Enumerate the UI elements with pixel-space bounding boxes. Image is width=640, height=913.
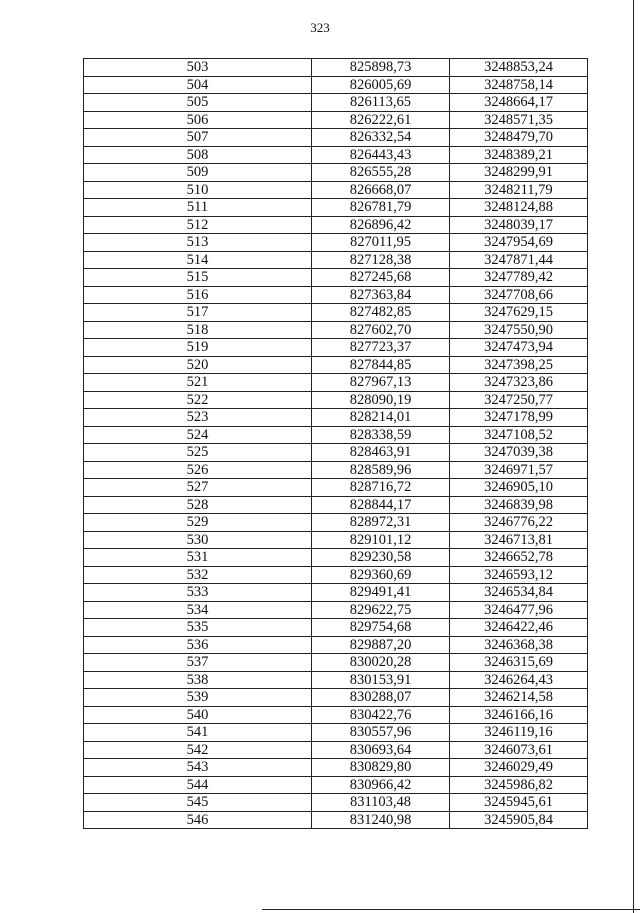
x-coordinate-cell: 826332,54 — [312, 129, 450, 147]
y-coordinate-cell: 3246315,69 — [450, 654, 588, 672]
table-row — [84, 129, 588, 147]
x-coordinate-cell: 830020,28 — [312, 654, 450, 672]
x-coordinate-cell: 827967,13 — [312, 374, 450, 392]
x-coordinate-cell: 829101,12 — [312, 531, 450, 549]
x-coordinate-cell: 825898,73 — [312, 59, 450, 77]
x-coordinate-cell: 826555,28 — [312, 164, 450, 182]
y-coordinate-cell: 3247398,25 — [450, 356, 588, 374]
table-row — [84, 514, 588, 532]
x-coordinate-cell: 827482,85 — [312, 304, 450, 322]
x-coordinate-cell: 827245,68 — [312, 269, 450, 287]
point-number-cell: 522 — [84, 391, 312, 409]
point-number-cell: 526 — [84, 461, 312, 479]
x-coordinate-cell: 827723,37 — [312, 339, 450, 357]
x-coordinate-cell: 826781,79 — [312, 199, 450, 217]
table-row — [84, 286, 588, 304]
y-coordinate-cell: 3248664,17 — [450, 94, 588, 112]
y-coordinate-cell: 3248389,21 — [450, 146, 588, 164]
x-coordinate-cell: 827844,85 — [312, 356, 450, 374]
y-coordinate-cell: 3247323,86 — [450, 374, 588, 392]
point-number-cell: 515 — [84, 269, 312, 287]
point-number-cell: 544 — [84, 776, 312, 794]
x-coordinate-cell: 830966,42 — [312, 776, 450, 794]
point-number-cell: 529 — [84, 514, 312, 532]
table-row — [84, 549, 588, 567]
x-coordinate-cell: 828972,31 — [312, 514, 450, 532]
point-number-cell: 519 — [84, 339, 312, 357]
x-coordinate-cell: 830288,07 — [312, 689, 450, 707]
y-coordinate-cell: 3247473,94 — [450, 339, 588, 357]
y-coordinate-cell: 3248479,70 — [450, 129, 588, 147]
y-coordinate-cell: 3246905,10 — [450, 479, 588, 497]
x-coordinate-cell: 828716,72 — [312, 479, 450, 497]
x-coordinate-cell: 827128,38 — [312, 251, 450, 269]
table-row — [84, 444, 588, 462]
y-coordinate-cell: 3247954,69 — [450, 234, 588, 252]
point-number-cell: 521 — [84, 374, 312, 392]
x-coordinate-cell: 829622,75 — [312, 601, 450, 619]
point-number-cell: 538 — [84, 671, 312, 689]
table-row — [84, 724, 588, 742]
point-number-cell: 504 — [84, 76, 312, 94]
y-coordinate-cell: 3246166,16 — [450, 706, 588, 724]
y-coordinate-cell: 3247550,90 — [450, 321, 588, 339]
x-coordinate-cell: 831240,98 — [312, 811, 450, 829]
table-row — [84, 199, 588, 217]
page-border-bottom — [262, 909, 640, 910]
point-number-cell: 546 — [84, 811, 312, 829]
point-number-cell: 534 — [84, 601, 312, 619]
table-row — [84, 304, 588, 322]
point-number-cell: 545 — [84, 794, 312, 812]
table-row — [84, 59, 588, 77]
table-row — [84, 759, 588, 777]
x-coordinate-cell: 830422,76 — [312, 706, 450, 724]
point-number-cell: 540 — [84, 706, 312, 724]
y-coordinate-cell: 3247708,66 — [450, 286, 588, 304]
y-coordinate-cell: 3247871,44 — [450, 251, 588, 269]
x-coordinate-cell: 826896,42 — [312, 216, 450, 234]
x-coordinate-cell: 829887,20 — [312, 636, 450, 654]
point-number-cell: 532 — [84, 566, 312, 584]
y-coordinate-cell: 3246652,78 — [450, 549, 588, 567]
x-coordinate-cell: 829754,68 — [312, 619, 450, 637]
x-coordinate-cell: 826005,69 — [312, 76, 450, 94]
point-number-cell: 539 — [84, 689, 312, 707]
y-coordinate-cell: 3246264,43 — [450, 671, 588, 689]
point-number-cell: 513 — [84, 234, 312, 252]
point-number-cell: 537 — [84, 654, 312, 672]
point-number-cell: 535 — [84, 619, 312, 637]
y-coordinate-cell: 3246593,12 — [450, 566, 588, 584]
y-coordinate-cell: 3247789,42 — [450, 269, 588, 287]
point-number-cell: 543 — [84, 759, 312, 777]
table-row — [84, 76, 588, 94]
point-number-cell: 509 — [84, 164, 312, 182]
point-number-cell: 508 — [84, 146, 312, 164]
table-row — [84, 409, 588, 427]
table-row — [84, 426, 588, 444]
y-coordinate-cell: 3246713,81 — [450, 531, 588, 549]
point-number-cell: 514 — [84, 251, 312, 269]
coordinates-table — [83, 58, 588, 829]
x-coordinate-cell: 828214,01 — [312, 409, 450, 427]
x-coordinate-cell: 828090,19 — [312, 391, 450, 409]
point-number-cell: 536 — [84, 636, 312, 654]
page-number: 323 — [310, 20, 330, 35]
y-coordinate-cell: 3246029,49 — [450, 759, 588, 777]
table-row — [84, 251, 588, 269]
y-coordinate-cell: 3245986,82 — [450, 776, 588, 794]
y-coordinate-cell: 3248853,24 — [450, 59, 588, 77]
point-number-cell: 524 — [84, 426, 312, 444]
table-row — [84, 269, 588, 287]
page-border-right — [633, 0, 634, 913]
y-coordinate-cell: 3246776,22 — [450, 514, 588, 532]
y-coordinate-cell: 3246422,46 — [450, 619, 588, 637]
x-coordinate-cell: 828844,17 — [312, 496, 450, 514]
y-coordinate-cell: 3247039,38 — [450, 444, 588, 462]
x-coordinate-cell: 831103,48 — [312, 794, 450, 812]
table-row — [84, 461, 588, 479]
table-row — [84, 566, 588, 584]
y-coordinate-cell: 3248299,91 — [450, 164, 588, 182]
point-number-cell: 518 — [84, 321, 312, 339]
y-coordinate-cell: 3247250,77 — [450, 391, 588, 409]
table-row — [84, 741, 588, 759]
y-coordinate-cell: 3246368,38 — [450, 636, 588, 654]
point-number-cell: 541 — [84, 724, 312, 742]
y-coordinate-cell: 3248758,14 — [450, 76, 588, 94]
table-row — [84, 146, 588, 164]
y-coordinate-cell: 3246119,16 — [450, 724, 588, 742]
point-number-cell: 505 — [84, 94, 312, 112]
point-number-cell: 530 — [84, 531, 312, 549]
table-row — [84, 339, 588, 357]
table-row — [84, 216, 588, 234]
y-coordinate-cell: 3246534,84 — [450, 584, 588, 602]
table-row — [84, 706, 588, 724]
point-number-cell: 520 — [84, 356, 312, 374]
x-coordinate-cell: 830153,91 — [312, 671, 450, 689]
point-number-cell: 528 — [84, 496, 312, 514]
table-row — [84, 496, 588, 514]
x-coordinate-cell: 829230,58 — [312, 549, 450, 567]
x-coordinate-cell: 826222,61 — [312, 111, 450, 129]
point-number-cell: 527 — [84, 479, 312, 497]
table-row — [84, 601, 588, 619]
table-row — [84, 654, 588, 672]
point-number-cell: 542 — [84, 741, 312, 759]
point-number-cell: 510 — [84, 181, 312, 199]
x-coordinate-cell: 827363,84 — [312, 286, 450, 304]
y-coordinate-cell: 3246214,58 — [450, 689, 588, 707]
y-coordinate-cell: 3248211,79 — [450, 181, 588, 199]
y-coordinate-cell: 3247108,52 — [450, 426, 588, 444]
y-coordinate-cell: 3247178,99 — [450, 409, 588, 427]
table-row — [84, 811, 588, 829]
x-coordinate-cell: 830829,80 — [312, 759, 450, 777]
y-coordinate-cell: 3245945,61 — [450, 794, 588, 812]
table-row — [84, 111, 588, 129]
table-row — [84, 776, 588, 794]
y-coordinate-cell: 3245905,84 — [450, 811, 588, 829]
y-coordinate-cell: 3246477,96 — [450, 601, 588, 619]
y-coordinate-cell: 3248039,17 — [450, 216, 588, 234]
table-row — [84, 619, 588, 637]
x-coordinate-cell: 830557,96 — [312, 724, 450, 742]
table-row — [84, 636, 588, 654]
y-coordinate-cell: 3248571,35 — [450, 111, 588, 129]
y-coordinate-cell: 3247629,15 — [450, 304, 588, 322]
point-number-cell: 531 — [84, 549, 312, 567]
table-row — [84, 356, 588, 374]
y-coordinate-cell: 3246839,98 — [450, 496, 588, 514]
table-row — [84, 164, 588, 182]
table-row — [84, 374, 588, 392]
x-coordinate-cell: 828589,96 — [312, 461, 450, 479]
x-coordinate-cell: 828463,91 — [312, 444, 450, 462]
x-coordinate-cell: 830693,64 — [312, 741, 450, 759]
table-row — [84, 321, 588, 339]
point-number-cell: 525 — [84, 444, 312, 462]
point-number-cell: 512 — [84, 216, 312, 234]
table-row — [84, 531, 588, 549]
y-coordinate-cell: 3248124,88 — [450, 199, 588, 217]
point-number-cell: 516 — [84, 286, 312, 304]
x-coordinate-cell: 826113,65 — [312, 94, 450, 112]
x-coordinate-cell: 829491,41 — [312, 584, 450, 602]
y-coordinate-cell: 3246971,57 — [450, 461, 588, 479]
x-coordinate-cell: 829360,69 — [312, 566, 450, 584]
point-number-cell: 523 — [84, 409, 312, 427]
table-row — [84, 689, 588, 707]
point-number-cell: 506 — [84, 111, 312, 129]
table-row — [84, 794, 588, 812]
table-row — [84, 181, 588, 199]
x-coordinate-cell: 826443,43 — [312, 146, 450, 164]
table-row — [84, 671, 588, 689]
table-row — [84, 479, 588, 497]
point-number-cell: 511 — [84, 199, 312, 217]
x-coordinate-cell: 828338,59 — [312, 426, 450, 444]
table-row — [84, 391, 588, 409]
x-coordinate-cell: 826668,07 — [312, 181, 450, 199]
x-coordinate-cell: 827011,95 — [312, 234, 450, 252]
table-row — [84, 94, 588, 112]
table-row — [84, 584, 588, 602]
point-number-cell: 533 — [84, 584, 312, 602]
x-coordinate-cell: 827602,70 — [312, 321, 450, 339]
coordinates-table-body — [84, 59, 588, 829]
point-number-cell: 517 — [84, 304, 312, 322]
table-row — [84, 234, 588, 252]
y-coordinate-cell: 3246073,61 — [450, 741, 588, 759]
point-number-cell: 507 — [84, 129, 312, 147]
point-number-cell: 503 — [84, 59, 312, 77]
